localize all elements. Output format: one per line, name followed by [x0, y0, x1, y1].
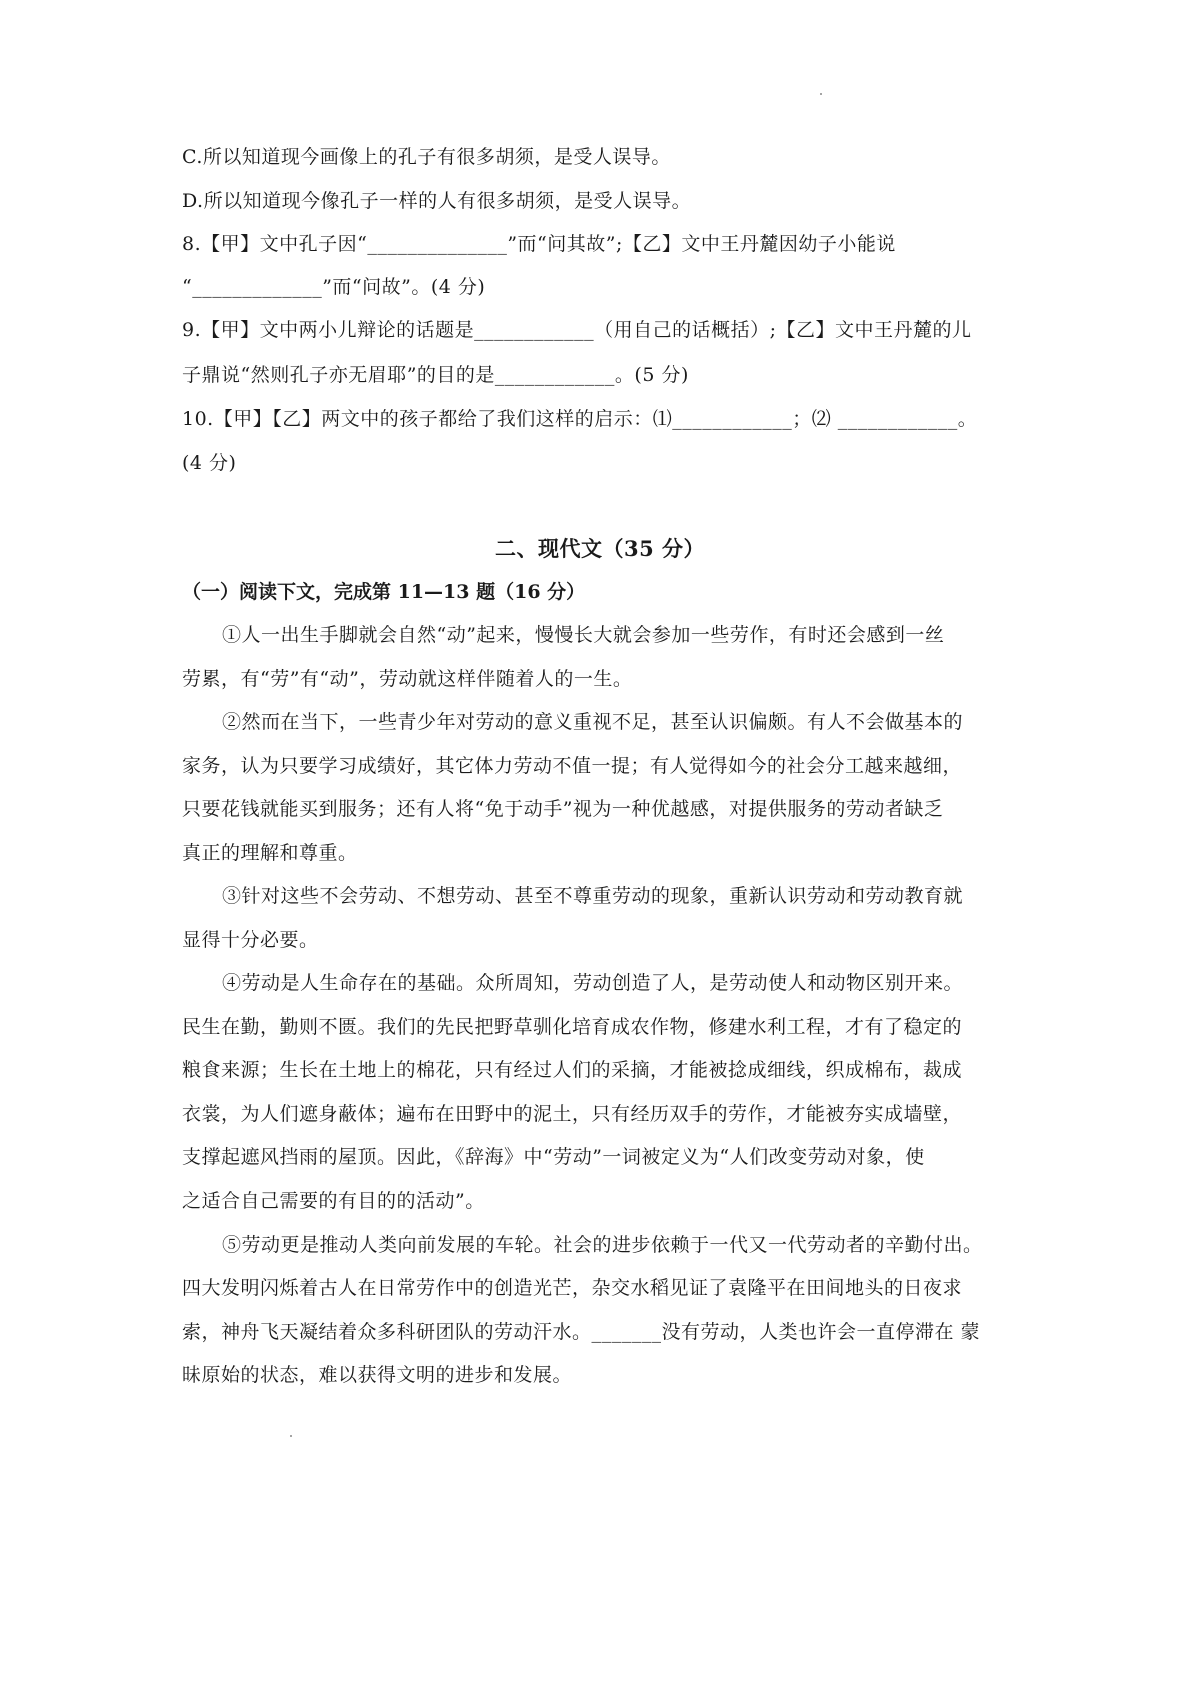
passage-line: 之适合自己需要的有目的的活动”。 [182, 1190, 485, 1212]
passage-line: 劳累，有“劳”有“动”，劳动就这样伴随着人的一生。 [182, 668, 633, 690]
scan-speck [820, 93, 822, 95]
part-heading: （一）阅读下文，完成第 11—13 题（16 分） [182, 581, 586, 603]
passage-line: 显得十分必要。 [182, 929, 319, 951]
passage-line: 民生在勤，勤则不匮。我们的先民把野草驯化培育成农作物，修建水利工程，才有了稳定的 [182, 1016, 963, 1038]
passage-line: 真正的理解和尊重。 [182, 842, 358, 864]
passage-line: 家务，认为只要学习成绩好，其它体力劳动不值一提；有人觉得如今的社会分工越来越细， [182, 755, 963, 777]
passage-line: 四大发明闪烁着古人在日常劳作中的创造光芒，杂交水稻见证了袁隆平在田间地头的日夜求 [182, 1277, 963, 1299]
question-8-line-1: 8.【甲】文中孔子因“______________”而“问其故”;【乙】文中王丹麓因幼子小能说 [182, 233, 896, 255]
passage-line: ①人一出生手脚就会自然“动”起来，慢慢长大就会参加一些劳作，有时还会感到一丝 [222, 624, 945, 646]
passage-line: ②然而在当下，一些青少年对劳动的意义重视不足，甚至认识偏颇。有人不会做基本的 [222, 711, 964, 733]
option-c: C.所以知道现今画像上的孔子有很多胡须，是受人误导。 [182, 146, 671, 168]
scan-speck [290, 1435, 292, 1437]
question-9-line-1: 9.【甲】文中两小儿辩论的话题是____________（用自己的话概括）;【乙】文中王丹麓的儿 [182, 319, 972, 341]
passage-line: ③针对这些不会劳动、不想劳动、甚至不尊重劳动的现象，重新认识劳动和劳动教育就 [222, 885, 964, 907]
passage-line: 只要花钱就能买到服务；还有人将“免于动手”视为一种优越感，对提供服务的劳动者缺乏 [182, 798, 944, 820]
passage-line: 支撑起遮风挡雨的屋顶。因此，《辞海》中“劳动”一词被定义为“人们改变劳动对象，使 [182, 1146, 925, 1168]
passage-line: ⑤劳动更是推动人类向前发展的车轮。社会的进步依赖于一代又一代劳动者的辛勤付出。 [222, 1234, 983, 1256]
passage-line: 索，神舟飞天凝结着众多科研团队的劳动汗水。_______没有劳动，人类也许会一直停滞在 蒙 [182, 1321, 981, 1343]
section-title: 二、现代文（35 分） [494, 536, 706, 561]
question-10-line-1: 10.【甲】【乙】两文中的孩子都给了我们这样的启示：⑴____________；⑵ ____________。 [182, 408, 978, 430]
question-9-line-2: 子鼎说“然则孔子亦无眉耶”的目的是____________。(5 分) [182, 364, 689, 386]
passage-line: ④劳动是人生命存在的基础。众所周知，劳动创造了人，是劳动使人和动物区别开来。 [222, 972, 964, 994]
passage-line: 昧原始的状态，难以获得文明的进步和发展。 [182, 1364, 573, 1386]
passage-line: 粮食来源；生长在土地上的棉花，只有经过人们的采摘，才能被捻成细线，织成棉布，裁成 [182, 1059, 963, 1081]
option-d: D.所以知道现今像孔子一样的人有很多胡须，是受人误导。 [182, 190, 692, 212]
question-8-line-2: “_____________”而“问故”。(4 分) [182, 276, 486, 298]
question-10-line-2: (4 分) [182, 452, 237, 474]
passage-line: 衣裳，为人们遮身蔽体；遍布在田野中的泥土，只有经历双手的劳作，才能被夯实成墙壁， [182, 1103, 963, 1125]
